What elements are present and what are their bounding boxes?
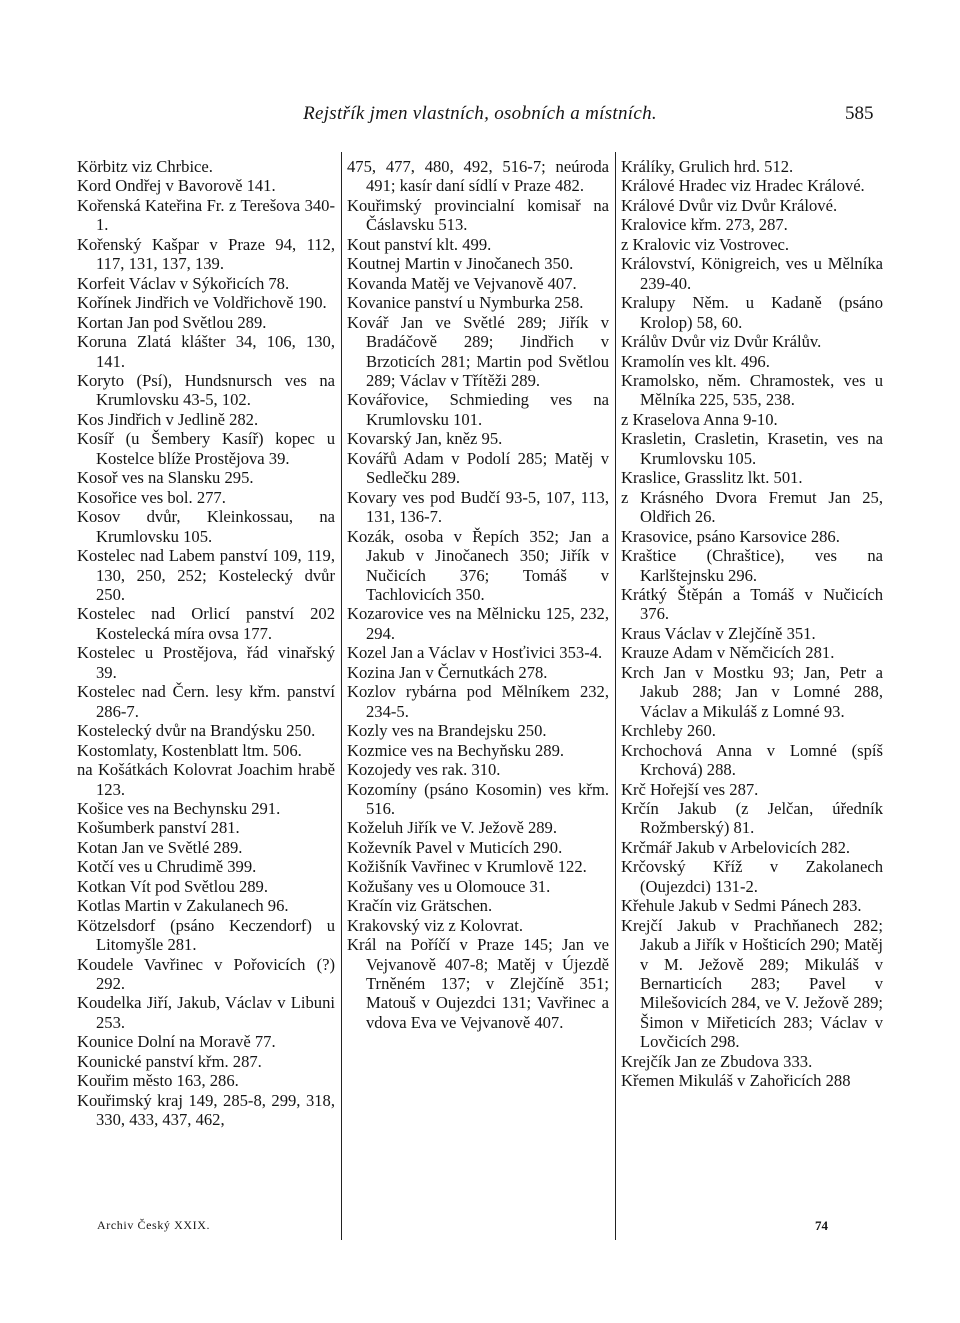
index-entry: Kovářovice, Schmieding ves na Krumlovsku 101. xyxy=(347,390,609,429)
index-entry: Krčmář Jakub v Arbelovicích 282. xyxy=(621,837,851,857)
index-column-1 xyxy=(77,157,335,1130)
index-entry: Kovanice panství u Nymburka 258. xyxy=(347,293,584,313)
page-number: 585 xyxy=(845,103,874,124)
index-entry: Králové Dvůr viz Dvůr Králové. xyxy=(621,195,838,215)
index-entry: Kozmice ves na Bechyňsku 289. xyxy=(347,740,565,760)
index-entry: Kortan Jan pod Světlou 289. xyxy=(77,312,267,332)
index-entry: Krejčík Jan ze Zbudova 333. xyxy=(621,1051,813,1071)
index-entry: Kovanda Matěj ve Vejvanově 407. xyxy=(347,273,577,293)
index-entry: Krch Jan v Mostku 93; Jan, Petr a Jakub 288; Jan v Lomné 288, Václav a Mikuláš z Lomné 93. xyxy=(621,662,883,721)
index-entry: Kračín viz Grätschen. xyxy=(347,896,493,916)
index-entry: Kořenský Kašpar v Praze 94, 112, 117, 131, 137, 139. xyxy=(77,234,335,274)
index-entry: Království, Königreich, ves u Mělníka 239-40. xyxy=(621,254,883,293)
index-entry: Králové Hradec viz Hradec Králové. xyxy=(621,176,865,196)
index-entry: Krchleby 260. xyxy=(621,721,716,741)
index-entry: Kosov dvůr, Kleinkossau, na Krumlovsku 105. xyxy=(77,507,335,546)
index-entry: Kostelec u Prostějova, řád vinařský 39. xyxy=(77,643,335,682)
index-entry: Koruna Zlatá klášter 34, 106, 130, 141. xyxy=(77,332,335,371)
index-entry: Kosořice ves bol. 277. xyxy=(77,487,226,507)
index-entry: Kozina Jan v Černutkách 278. xyxy=(347,662,548,682)
footer-signature: Archiv Český XXIX. xyxy=(97,1218,211,1232)
index-entry: Kožišník Vavřinec v Krumlově 122. xyxy=(347,857,587,877)
index-entry: Krč Hořejší ves 287. xyxy=(621,779,759,799)
index-entry: Kovář Jan ve Světlé 289; Jiřík v Bradáčově 289; Jindřich v Brzoticích 281; Martin pod Světlou 289; Václav v Třítěži 289. xyxy=(347,312,609,390)
index-entry: Kouřimský provincialní komisař na Čáslavsku 513. xyxy=(347,195,609,235)
index-entry: Kořínek Jindřich ve Voldřichově 190. xyxy=(77,293,327,313)
column-divider xyxy=(615,152,616,1240)
index-entry: Krasletin, Crasletin, Krasetin, ves na Krumlovsku 105. xyxy=(621,429,883,468)
index-entry: Koudelka Jiří, Jakub, Václav v Libuni 253. xyxy=(77,993,335,1032)
index-entry: Kramolsko, něm. Chramostek, ves u Mělníka 225, 535, 238. xyxy=(621,370,883,410)
index-entry: Krchochová Anna v Lomné (spíš Krchová) 288. xyxy=(621,740,883,780)
index-entry: Kramolín ves klt. 496. xyxy=(621,351,770,371)
index-entry: Kozomíny (psáno Kosomin) ves křm. 516. xyxy=(347,779,609,818)
index-entry: Krakovský viz z Kolovrat. xyxy=(347,915,524,935)
index-entry: Körbitz viz Chrbice. xyxy=(77,157,213,176)
index-entry: Koževník Pavel v Muticích 290. xyxy=(347,837,563,857)
index-entry: Kout panství klt. 499. xyxy=(347,234,492,254)
index-entry: Kovarský Jan, kněz 95. xyxy=(347,429,503,449)
footer-sheet-number: 74 xyxy=(815,1218,828,1233)
index-entry: na Košátkách Kolovrat Joachim hrabě 123. xyxy=(77,760,335,799)
index-entry: Kraslice, Grasslitz lkt. 501. xyxy=(621,468,803,488)
index-entry: Kounické panství křm. 287. xyxy=(77,1051,262,1071)
index-entry: Křehule Jakub v Sedmi Pánech 283. xyxy=(621,896,862,916)
index-entry: z Kraselova Anna 9-10. xyxy=(621,409,778,429)
index-entry: Krátký Štěpán a Tomáš v Nučicích 376. xyxy=(621,584,883,624)
index-entry: Kostelec nad Orlicí panství 202 Kostelecká míra ovsa 177. xyxy=(77,604,335,643)
index-entry: Kouřimský kraj 149, 285-8, 299, 318, 330, 433, 437, 462, xyxy=(77,1090,335,1130)
index-entry: Kozlov rybárna pod Mělníkem 232, 234-5. xyxy=(347,682,609,721)
index-entry: Košumberk panství 281. xyxy=(77,818,240,838)
index-entry: Kotčí ves u Chrudimě 399. xyxy=(77,857,257,877)
index-entry: Krčovský Kříž v Zakolanech (Oujezdci) 131-2. xyxy=(621,857,883,896)
index-entry: Kraštice (Chraštice), ves na Karlštejnsku 296. xyxy=(621,546,883,585)
index-entry: Korfeit Václav v Sýkořicích 78. xyxy=(77,273,290,293)
index-entry: Kotlas Martin v Zakulanech 96. xyxy=(77,896,289,916)
index-entry: Kovářů Adam v Podolí 285; Matěj v Sedlečku 289. xyxy=(347,448,609,488)
index-entry: Koutnej Martin v Jinočanech 350. xyxy=(347,254,574,274)
index-entry: Kozarovice ves na Mělnicku 125, 232, 294. xyxy=(347,604,609,643)
index-entry: Krčín Jakub (z Jelčan, úředník Rožmberský) 81. xyxy=(621,798,883,838)
index-entry: Kozel Jan a Václav v Hosťivici 353-4. xyxy=(347,643,603,663)
index-column-3 xyxy=(621,157,883,1091)
index-entry: Kozly ves na Brandejsku 250. xyxy=(347,721,547,741)
index-entry: Králův Dvůr viz Dvůr Králův. xyxy=(621,332,822,352)
index-entry: Kraus Václav v Zlejčíně 351. xyxy=(621,623,816,643)
index-entry: Kotan Jan ve Světlé 289. xyxy=(77,837,243,857)
index-entry: Kosoř ves na Slansku 295. xyxy=(77,468,254,488)
index-entry: Kord Ondřej v Bavorově 141. xyxy=(77,176,276,196)
running-header-title: Rejstřík jmen vlastních, osobních a místních. xyxy=(303,103,657,124)
index-entry: Kostelec nad Labem panství 109, 119, 130, 250, 252; Kostelecký dvůr 250. xyxy=(77,546,335,604)
index-entry: Kounice Dolní na Moravě 77. xyxy=(77,1032,276,1052)
index-entry: Kouřim město 163, 286. xyxy=(77,1071,239,1091)
index-entry: Kos Jindřich v Jedlině 282. xyxy=(77,409,259,429)
index-entry: Koryto (Psí), Hundsnursch ves na Krumlovsku 43-5, 102. xyxy=(77,370,335,410)
index-entry: Kralupy Něm. u Kadaně (psáno Krolop) 58, 60. xyxy=(621,293,883,332)
index-entry: Kötzelsdorf (psáno Keczendorf) u Litomyšle 281. xyxy=(77,915,335,955)
index-entry: Kozák, osoba v Řepích 352; Jan a Jakub v Jinočanech 350; Jiřík v Nučicích 376; Tomáš v Tachlovicích 350. xyxy=(347,526,609,604)
index-entry: Králíky, Grulich hrd. 512. xyxy=(621,157,794,176)
index-entry: z Krásného Dvora Fremut Jan 25, Oldřich 26. xyxy=(621,487,883,527)
index-entry: Kořenská Kateřina Fr. z Terešova 340-1. xyxy=(77,195,335,235)
column-divider xyxy=(341,152,342,1240)
index-entry: Košice ves na Bechynsku 291. xyxy=(77,798,281,818)
index-entry: Krauze Adam v Němčicích 281. xyxy=(621,643,835,663)
index-entry: Koudele Vavřinec v Pořovicích (?) 292. xyxy=(77,954,335,994)
index-entry: Kostelecký dvůr na Brandýsku 250. xyxy=(77,721,316,741)
index-entry: Krejčí Jakub v Prachňanech 282; Jakub a Jiřík v Hošticích 290; Matěj v M. Ježově 289; Mikuláš v Bernarticích 283; Pavel v Milešovicích 284, ve V. Ježově 289; Šimon v Miřeticích 283; Václav v Lovčicích 298. xyxy=(621,915,883,1052)
index-entry: Kostelec nad Čern. lesy křm. panství 286-7. xyxy=(77,682,335,721)
index-entry: Koželuh Jiřík ve V. Ježově 289. xyxy=(347,818,557,838)
index-entry: Kralovice křm. 273, 287. xyxy=(621,215,788,235)
index-entry: Krasovice, psáno Karsovice 286. xyxy=(621,526,840,546)
index-entry: z Kralovic viz Vostrovec. xyxy=(621,234,790,254)
index-entry: Kotkan Vít pod Světlou 289. xyxy=(77,876,268,896)
index-entry: Kostomlaty, Kostenblatt ltm. 506. xyxy=(77,740,302,760)
index-entry: Kozojedy ves rak. 310. xyxy=(347,760,501,780)
index-entry: Kožušany ves u Olomouce 31. xyxy=(347,876,551,896)
index-entry: Kovary ves pod Budčí 93-5, 107, 113, 131, 136-7. xyxy=(347,487,609,527)
index-entry: Král na Poříčí v Praze 145; Jan ve Vejvanově 407-8; Matěj v Újezdě Trněném 137; v Zlejčíně 351; Matouš v Oujezdci 131; Vavřinec a vdova Eva ve Vejvanově 407. xyxy=(347,935,609,1032)
index-column-2 xyxy=(347,157,609,1032)
index-entry: 475, 477, 480, 492, 516-7; neúroda 491; kasír daní sídlí v Praze 482. xyxy=(347,157,609,196)
index-entry: Křemen Mikuláš v Zahořicích 288 xyxy=(621,1071,851,1091)
index-entry: Kosíř (u Šembery Kasíř) kopec u Kostelce blíže Prostějova 39. xyxy=(77,429,335,468)
